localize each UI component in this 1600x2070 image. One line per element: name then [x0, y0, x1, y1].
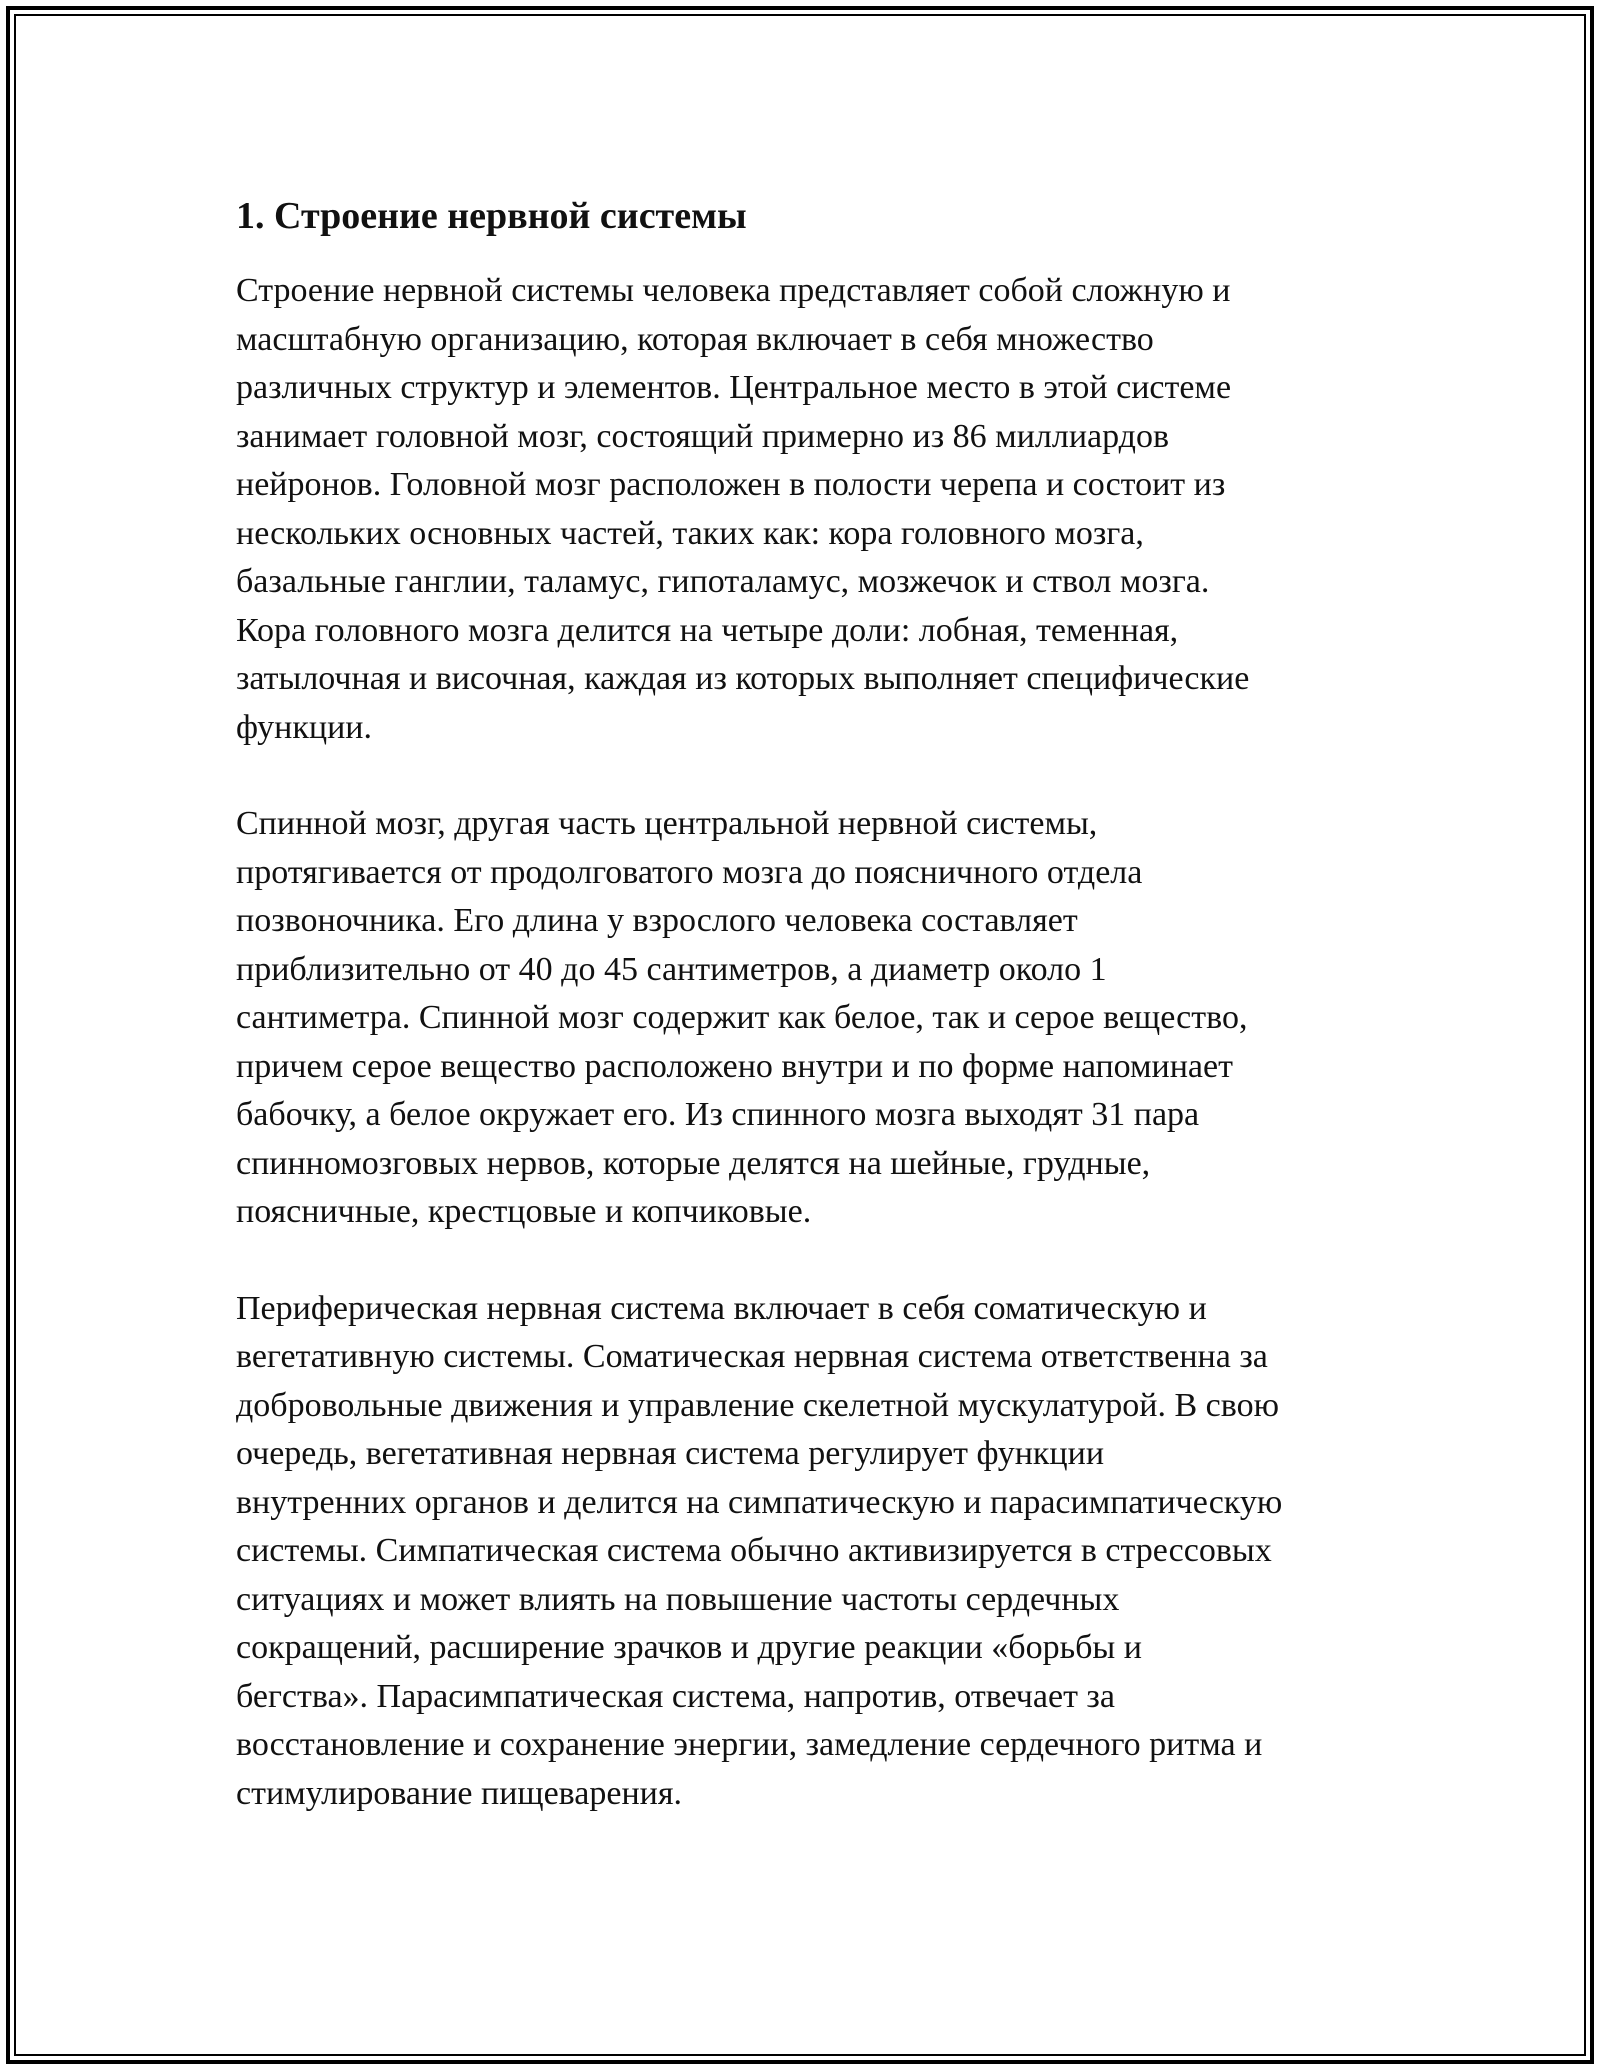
paragraph-central-nervous-system: Строение нервной системы человека представляет собой сложную и масштабную организацию, которая включает в себя множество различных структур и элементов. Центральное место в этой системе занимает головной мозг, состоящий примерно из 86 миллиардов нейронов. Головной мозг расположен в полости черепа и состоит из нескольких основных частей, таких как: кора головного мозга, базальные ганглии, таламус, гипоталамус, мозжечок и ствол мозга. Кора головного мозга делится на четыре доли: лобная, теменная, затылочная и височная, каждая из которых выполняет специфические функции.: [236, 272, 1250, 746]
section-heading: 1. Строение нервной системы: [236, 195, 747, 237]
paragraph-peripheral-nervous-system: Периферическая нервная система включает в себя соматическую и вегетативную системы. Соматическая нервная система ответственна за добровольные движения и управление скелетной мускулатурой. В свою очередь, вегетативная нервная система регулирует функции внутренних органов и делится на симпатическую и парасимпатическую системы. Симпатическая система обычно активизируется в стрессовых ситуациях и может влиять на повышение частоты сердечных сокращений, расширение зрачков и другие реакции «борьбы и бегства». Парасимпатическая система, напротив, отвечает за восстановление и сохранение энергии, замедление сердечного ритма и стимулирование пищеварения.: [236, 1289, 1283, 1812]
paragraph-spinal-cord: Спинной мозг, другая часть центральной нервной системы, протягивается от продолговатого мозга до поясничного отдела позвоночника. Его длина у взрослого человека составляет приблизительно от 40 до 45 сантиметров, а диаметр около 1 сантиметра. Спинной мозг содержит как белое, так и серое вещество, причем серое вещество расположено внутри и по форме напоминает бабочку, а белое окружает его. Из спинного мозга выходят 31 пара спинномозговых нервов, которые делятся на шейные, грудные, поясничные, крестцовые и копчиковые.: [236, 805, 1248, 1230]
document-body: [236, 190, 1376, 1866]
